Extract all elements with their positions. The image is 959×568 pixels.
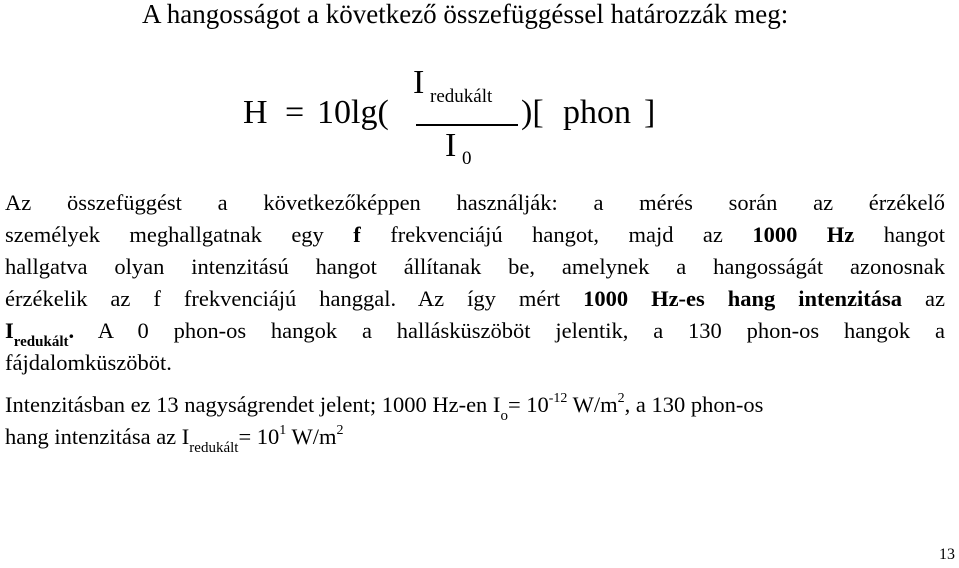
- superscript-text: 2: [336, 423, 344, 438]
- formula-function: 10lg(: [317, 94, 389, 131]
- bold-text-run: 1000 Hz: [752, 222, 855, 247]
- subscript-text: redukált: [13, 334, 69, 350]
- text-run: W/m: [286, 424, 337, 449]
- text-run: az: [902, 286, 946, 311]
- paragraph-2-line-1: [5, 389, 945, 424]
- superscript-text: -12: [548, 391, 568, 406]
- text-run: = 10: [238, 424, 280, 449]
- formula-denominator-symbol: I: [445, 127, 457, 164]
- formula-denominator-subscript: 0: [462, 148, 472, 169]
- paragraph-1-line-5: [5, 315, 945, 350]
- text-run: A 0 phon-os hangok a hallásküszöböt jelentik, a 130 phon-os hangok a: [74, 318, 945, 343]
- formula-lhs: H: [243, 94, 268, 131]
- text-run: érzékelik az f frekvenciájú hanggal. Az így mért: [5, 286, 584, 311]
- subscript-text: redukált: [189, 440, 239, 456]
- text-run: hangot: [854, 222, 945, 247]
- text-run: W/m: [567, 392, 618, 417]
- paragraph-1-line-4: [5, 283, 945, 315]
- paragraph-1: [5, 187, 945, 379]
- superscript-text: 1: [279, 423, 287, 438]
- paragraph-1-line-3: hallgatva olyan intenzitású hangot állítanak be, amelynek a hangosságát azonosnak: [5, 254, 945, 279]
- paragraph-1-line-2: [5, 219, 945, 251]
- bold-text-run: I: [5, 318, 14, 343]
- paragraph-1-line-1: Az összefüggést a következőképpen használják: a mérés során az érzékelő: [5, 190, 945, 215]
- formula-close: )[: [521, 94, 544, 131]
- subscript-text: o: [500, 408, 508, 424]
- fraction-bar: [416, 124, 518, 126]
- text-run: , a 130 phon-os: [624, 392, 764, 417]
- formula-unit: phon: [563, 94, 631, 131]
- formula-numerator-symbol: I: [413, 64, 425, 101]
- text-run: = 10: [507, 392, 549, 417]
- page-number: 13: [939, 546, 955, 563]
- loudness-formula: [0, 0, 959, 180]
- bold-text-run: 1000 Hz-es hang intenzitása: [583, 286, 903, 311]
- heading: A hangosságot a következő összefüggéssel határozzák meg:: [142, 0, 789, 29]
- paragraph-1-line-6: fájdalomküszöböt.: [5, 350, 172, 375]
- bold-text-run: .: [68, 318, 75, 343]
- text-run: frekvenciájú hangot, majd az: [360, 222, 753, 247]
- paragraph-2-line-2: [5, 421, 945, 456]
- formula-unit-close: ]: [644, 94, 656, 131]
- text-run: hang intenzitása az I: [5, 424, 190, 449]
- formula-equals: =: [285, 94, 305, 131]
- superscript-text: 2: [617, 391, 625, 406]
- paragraph-2: [5, 389, 945, 456]
- formula-numerator-subscript: redukált: [430, 86, 493, 107]
- text-run: személyek meghallgatnak egy: [5, 222, 354, 247]
- bold-text-run: f: [353, 222, 361, 247]
- text-run: Intenzitásban ez 13 nagyságrendet jelent; 1000 Hz-en I: [5, 392, 501, 417]
